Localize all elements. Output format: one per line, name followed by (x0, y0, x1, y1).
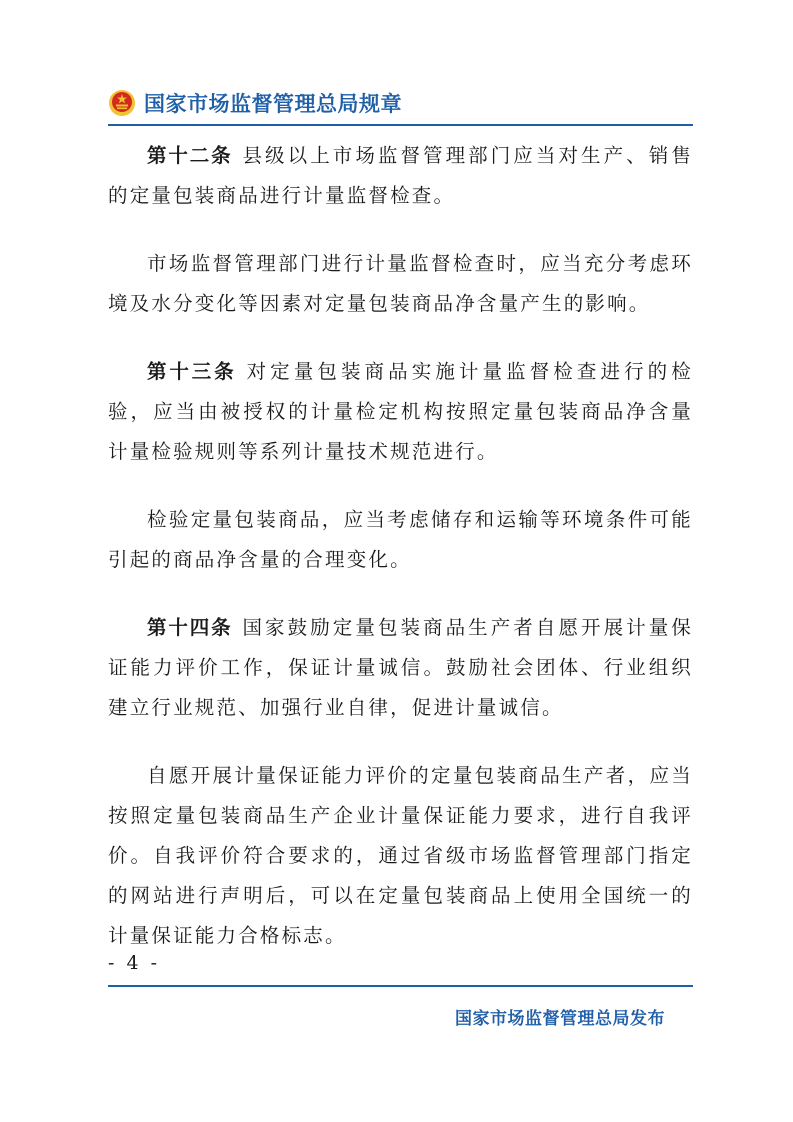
article-paragraph (108, 608, 693, 728)
footer-divider (108, 985, 693, 987)
article-paragraph (108, 756, 693, 956)
footer-publisher: 国家市场监督管理总局发布 (455, 1009, 665, 1029)
page-header (108, 86, 402, 120)
article-label: 第十三条 (147, 360, 237, 383)
paragraph-text: 市场监督管理部门进行计量监督检查时，应当充分考虑环境及水分变化等因素对定量包装商品净含量产生的影响。 (108, 252, 693, 315)
article-paragraph (108, 136, 693, 216)
article-label: 第十四条 (147, 616, 233, 639)
page-number: - 4 - (108, 952, 161, 974)
article-label: 第十二条 (147, 144, 233, 167)
article-paragraph (108, 352, 693, 472)
document-body (108, 136, 693, 956)
paragraph-text: 对定量包装商品实施计量监督检查进行的检验，应当由被授权的计量检定机构按照定量包装商品净含量计量检验规则等系列计量技术规范进行。 (108, 360, 693, 463)
article-paragraph (108, 244, 693, 324)
paragraph-text: 国家鼓励定量包装商品生产者自愿开展计量保证能力评价工作，保证计量诚信。鼓励社会团体、行业组织建立行业规范、加强行业自律，促进计量诚信。 (108, 616, 693, 719)
header-divider (108, 124, 693, 126)
article-paragraph (108, 500, 693, 580)
paragraph-text: 县级以上市场监督管理部门应当对生产、销售的定量包装商品进行计量监督检查。 (108, 144, 693, 207)
paragraph-text: 自愿开展计量保证能力评价的定量包装商品生产者，应当按照定量包装商品生产企业计量保证能力要求，进行自我评价。自我评价符合要求的，通过省级市场监督管理部门指定的网站进行声明后，可以在定量包装商品上使用全国统一的计量保证能力合格标志。 (108, 764, 693, 947)
paragraph-text: 检验定量包装商品，应当考虑储存和运输等环境条件可能引起的商品净含量的合理变化。 (108, 508, 693, 571)
national-emblem-icon (108, 89, 136, 117)
header-title: 国家市场监督管理总局规章 (144, 92, 402, 116)
